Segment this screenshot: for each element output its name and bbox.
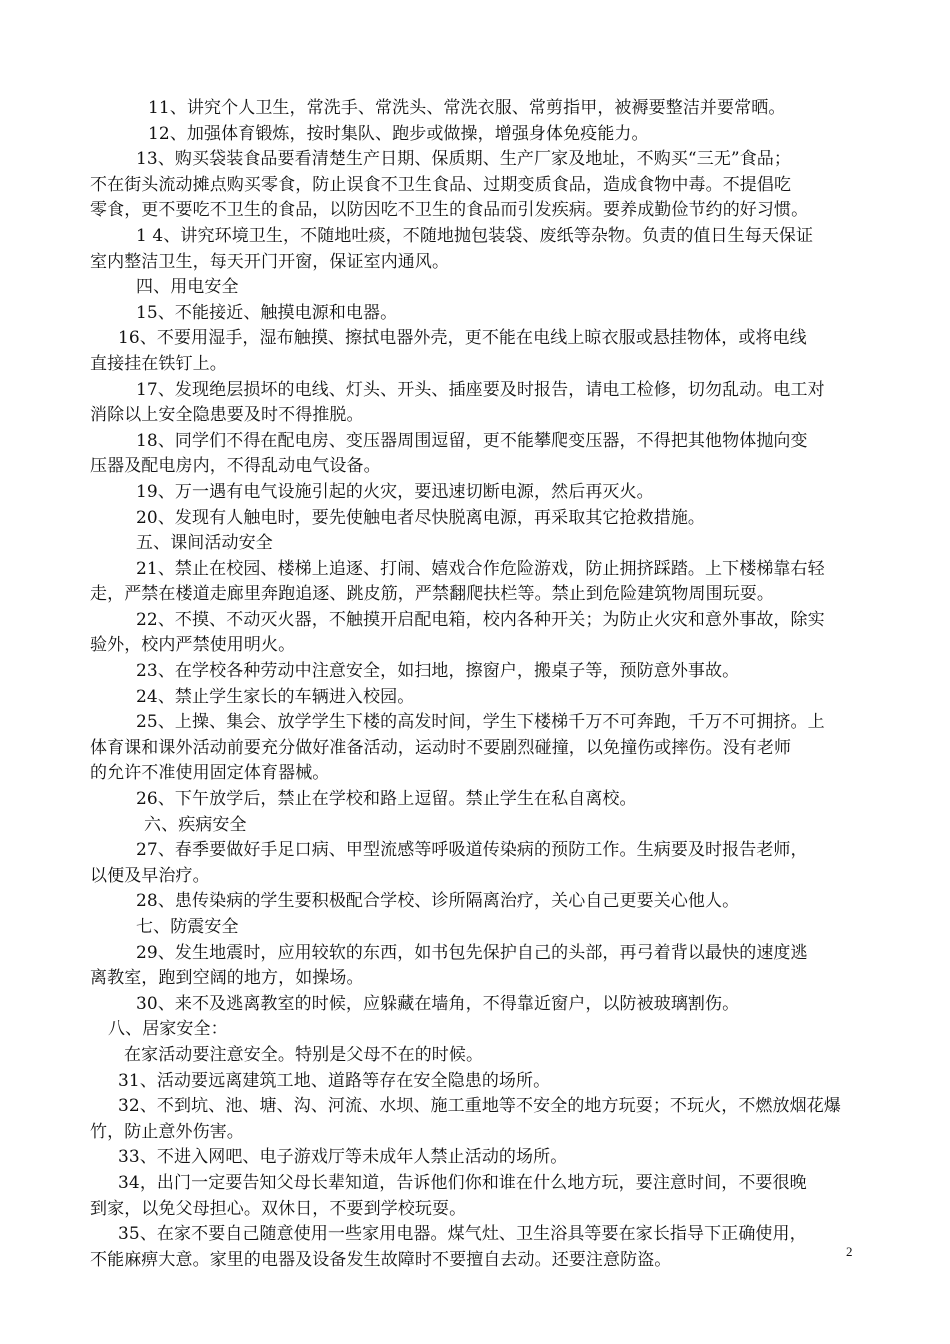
text-line: 22、不摸、不动灭火器，不触摸开启配电箱，校内各种开关；为防止火灾和意外事故，除实: [136, 609, 825, 630]
text-line: 室内整洁卫生，每天开门开窗，保证室内通风。: [90, 251, 450, 272]
text-line: 11、讲究个人卫生，常洗手、常洗头、常洗衣服、常剪指甲，被褥要整洁并要常晒。: [148, 98, 786, 118]
text-line: 19、万一遇有电气设施引起的火灾，要迅速切断电源，然后再灭火。: [136, 481, 654, 502]
text-line: 六、疾病安全: [144, 814, 247, 835]
text-line: 不在街头流动摊点购买零食，防止误食不卫生食品、过期变质食品，造成食物中毒。不提倡吃: [90, 174, 792, 195]
text-line: 的允许不准使用固定体育器械。: [90, 763, 330, 784]
text-line: 33、不进入网吧、电子游戏厅等未成年人禁止活动的场所。: [118, 1147, 568, 1168]
text-line: 20、发现有人触电时，要先使触电者尽快脱离电源，再采取其它抢救措施。: [136, 507, 706, 528]
text-line: 26、下午放学后，禁止在学校和路上逗留。禁止学生在私自离校。: [136, 789, 637, 810]
page-number: 2: [846, 1244, 853, 1259]
text-line: 体育课和课外活动前要充分做好准备活动，运动时不要剧烈碰撞，以免撞伤或摔伤。没有老师: [90, 737, 792, 758]
text-line: 27、春季要做好手足口病、甲型流感等呼吸道传染病的预防工作。生病要及时报告老师，: [136, 840, 808, 861]
text-line: 15、不能接近、触摸电源和电器。: [136, 302, 398, 323]
text-line: 四、用电安全: [136, 277, 239, 298]
text-line: 17、发现绝层损坏的电线、灯头、开头、插座要及时报告，请电工检修，切勿乱动。电工对: [136, 379, 825, 400]
text-line: 30、来不及逃离教室的时候，应躲藏在墙角，不得靠近窗户，以防被玻璃割伤。: [136, 993, 740, 1014]
text-line: 以便及早治疗。: [90, 865, 210, 886]
text-line: 29、发生地震时，应用较软的东西，如书包先保护自己的头部，再弓着背以最快的速度逃: [136, 942, 808, 963]
text-line: 压器及配电房内，不得乱动电气设备。: [90, 456, 381, 477]
text-line: 直接挂在铁钉上。: [90, 353, 227, 374]
text-line: 在家活动要注意安全。特别是父母不在的时候。: [124, 1044, 484, 1065]
text-line: 34，出门一定要告知父母长辈知道，告诉他们你和谁在什么地方玩，要注意时间，不要很晚: [118, 1172, 807, 1193]
text-line: 32、不到坑、池、塘、沟、河流、水坝、施工重地等不安全的地方玩耍；不玩火，不燃放烟花爆: [118, 1096, 841, 1117]
text-line: 18、同学们不得在配电房、变压器周围逗留，更不能攀爬变压器，不得把其他物体抛向变: [136, 430, 808, 451]
text-line: 23、在学校各种劳动中注意安全，如扫地，擦窗户，搬桌子等，预防意外事故。: [136, 661, 740, 682]
text-line: 25、上操、集会、放学学生下楼的高发时间，学生下楼梯千万不可奔跑，千万不可拥挤。上: [136, 712, 825, 733]
text-line: 零食，更不要吃不卫生的食品，以防因吃不卫生的食品而引发疾病。要养成勤俭节约的好习惯。: [90, 200, 809, 221]
text-line: 八、居家安全：: [108, 1019, 228, 1040]
text-line: 24、禁止学生家长的车辆进入校园。: [136, 686, 415, 707]
text-line: 16、不要用湿手，湿布触摸、擦拭电器外壳，更不能在电线上晾衣服或悬挂物体，或将电线: [118, 328, 807, 349]
text-line: 走，严禁在楼道走廊里奔跑追逐、跳皮筋，严禁翻爬扶栏等。禁止到危险建筑物周围玩耍。: [90, 584, 774, 605]
text-line: 12、加强体育锻炼，按时集队、跑步或做操，增强身体免疫能力。: [148, 123, 649, 144]
text-line: 竹，防止意外伤害。: [90, 1121, 244, 1142]
text-line: 35、在家不要自己随意使用一些家用电器。煤气灶、卫生浴具等要在家长指导下正确使用，: [118, 1224, 807, 1245]
text-line: 31、活动要远离建筑工地、道路等存在安全隐患的场所。: [118, 1070, 551, 1091]
text-line: 七、防震安全: [136, 917, 239, 937]
text-line: 28、患传染病的学生要积极配合学校、诊所隔离治疗，关心自己更要关心他人。: [136, 891, 740, 912]
text-line: 离教室，跑到空阔的地方，如操场。: [90, 968, 364, 989]
text-line: 不能麻痹大意。家里的电器及设备发生故障时不要擅自去动。还要注意防盗。: [90, 1249, 672, 1270]
text-line: 消除以上安全隐患要及时不得推脱。: [90, 405, 364, 426]
text-line: 21、禁止在校园、楼梯上追逐、打闹、嬉戏合作危险游戏，防止拥挤踩踏。上下楼梯靠右轻: [136, 558, 825, 579]
text-line: 五、课间活动安全: [136, 533, 273, 554]
document-body: [90, 96, 870, 1273]
text-line: 1 4、讲究环境卫生，不随地吐痰，不随地抛包装袋、废纸等杂物。负责的值日生每天保证: [136, 225, 814, 246]
text-line: 到家，以免父母担心。双休日，不要到学校玩耍。: [90, 1198, 467, 1219]
text-line: 验外，校内严禁使用明火。: [90, 635, 296, 656]
text-line: 13、购买袋装食品要看清楚生产日期、保质期、生产厂家及地址，不购买“三无”食品；: [136, 149, 792, 170]
